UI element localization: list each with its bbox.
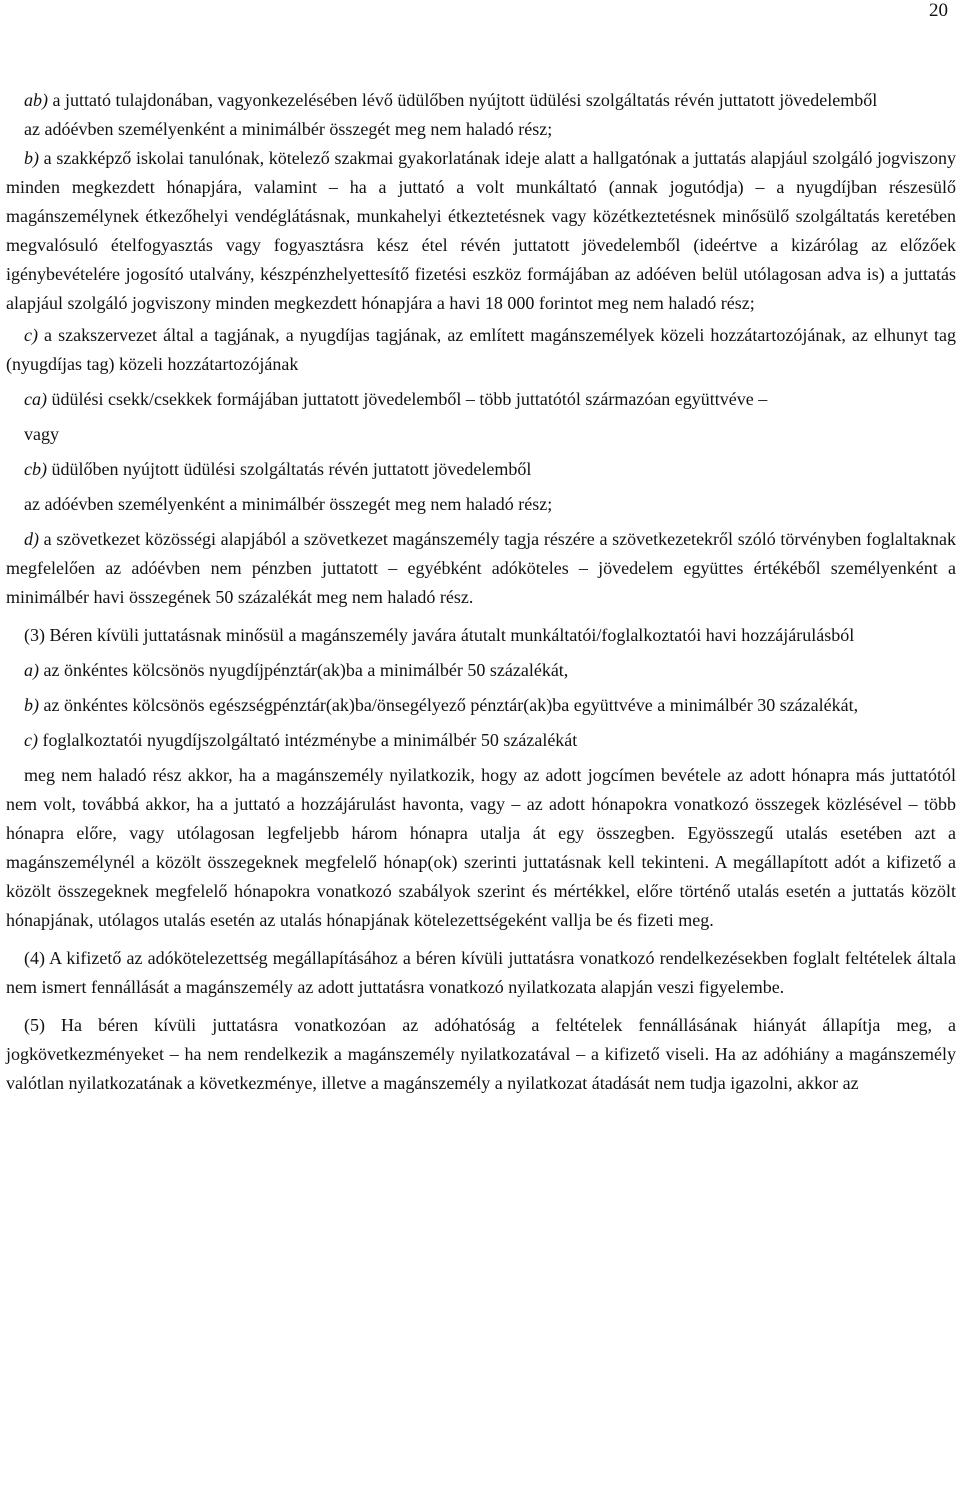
paragraph-text: (5) Ha béren kívüli juttatásra vonatkozóan az adóhatóság a feltételek fennállásának hiányát állapítja meg, a jogkövetkezményeket – ha nem rendelkezik a magánszemély nyilatkozatával – a kifizető viseli. Ha az adóhiány a magánszemély valótlan nyilatkozatának a következménye, illetve a magánszemély a nyilatkozat átadását nem tudja igazolni, akkor az <box>6 1015 956 1093</box>
item-label: a) <box>24 660 39 680</box>
item-label: cb) <box>24 459 47 479</box>
paragraph-3c <box>6 726 956 755</box>
item-label: d) <box>24 529 39 549</box>
document-body <box>6 86 956 1098</box>
paragraph-text: az adóévben személyenként a minimálbér összegét meg nem haladó rész; <box>24 494 553 514</box>
paragraph-text: foglalkoztatói nyugdíjszolgáltató intézménybe a minimálbér 50 százalékát <box>37 730 578 750</box>
item-label: c) <box>24 325 38 345</box>
paragraph-text: a juttató tulajdonában, vagyonkezelésében lévő üdülőben nyújtott üdülési szolgáltatás révén juttatott jövedelemből <box>48 90 878 110</box>
item-label: b) <box>24 695 39 715</box>
paragraph-text: vagy <box>24 424 59 444</box>
paragraph-text: a szövetkezet közösségi alapjából a szövetkezet magánszemély tagja részére a szövetkezetekről szóló törvényben foglaltaknak megfelelően az adóévben nem pénzben juttatott – egyébként adóköteles – jövedelem együttes értékéből személyenként a minimálbér havi összegének 50 százalékát meg nem haladó rész. <box>6 529 956 607</box>
paragraph-text: az adóévben személyenként a minimálbér összegét meg nem haladó rész; <box>24 119 553 139</box>
paragraph-3a <box>6 656 956 685</box>
paragraph-text: üdülőben nyújtott üdülési szolgáltatás révén juttatott jövedelemből <box>46 459 532 479</box>
paragraph-section-4 <box>6 944 956 1002</box>
paragraph-b <box>6 144 956 318</box>
paragraph-text: az önkéntes kölcsönös nyugdíjpénztár(ak)ba a minimálbér 50 százalékát, <box>39 660 569 680</box>
paragraph-text: az önkéntes kölcsönös egészségpénztár(ak)ba/önsegélyező pénztár(ak)ba együttvéve a minimálbér 30 százalékát, <box>39 695 859 715</box>
paragraph-closing-c <box>6 490 956 519</box>
paragraph-text: üdülési csekk/csekkek formájában juttatott jövedelemből – több juttatótól származóan együttvéve – <box>46 389 768 409</box>
page-number: 20 <box>929 0 948 21</box>
paragraph-section-3-closing <box>6 761 956 935</box>
paragraph-section-5 <box>6 1011 956 1098</box>
paragraph-3b <box>6 691 956 720</box>
paragraph-d <box>6 525 956 612</box>
item-label: b) <box>24 148 39 168</box>
paragraph-c <box>6 321 956 379</box>
paragraph-or <box>6 420 956 449</box>
paragraph-text: (3) Béren kívüli juttatásnak minősül a magánszemély javára átutalt munkáltatói/foglalkoztatói havi hozzájárulásból <box>24 625 855 645</box>
paragraph-ab <box>6 86 956 115</box>
paragraph-text: meg nem haladó rész akkor, ha a magánszemély nyilatkozik, hogy az adott jogcímen bevétele az adott hónapra más juttatótól nem volt, továbbá akkor, ha a juttató a hozzájárulást havonta, vagy – az adott hónapokra vonatkozó összegek közlésével – több hónapra előre, vagy utólagosan legfeljebb három hónapra utalja át egy összegben. Egyösszegű utalás esetében azt a magánszemélynél a közölt összegeknek megfelelő hónap(ok) szerinti juttatásnak kell tekinteni. A megállapított adót a kifizető a közölt összegeknek megfelelő hónapokra vonatkozó szabályok szerint és mértékkel, előre történő utalás esetén a juttatás közölt hónapjának, utólagos utalás esetén az utalás hónapjának kötelezettségeként vallja be és fizeti meg. <box>6 765 956 930</box>
paragraph-section-3 <box>6 621 956 650</box>
item-label: c) <box>24 730 38 750</box>
paragraph-ca <box>6 385 956 414</box>
paragraph-closing-a <box>6 115 956 144</box>
item-label: ab) <box>24 90 48 110</box>
paragraph-text: a szakképző iskolai tanulónak, kötelező szakmai gyakorlatának ideje alatt a hallgatónak a juttatás alapjául szolgáló jogviszony minden megkezdett hónapjára, valamint – ha a juttató a volt munkáltató (annak jogutódja) – a nyugdíjban részesülő magánszemélynek étkezőhelyi vendéglátásnak, munkahelyi étkeztetésnek vagy közétkeztetésnek minősülő szolgáltatás keretében megvalósuló ételfogyasztás vagy fogyasztásra kész étel révén juttatott jövedelemből (ideértve a kizárólag az előzőek igénybevételére jogosító utalvány, készpénzhelyettesítő fizetési eszköz formájában az adóéven belül utólagosan adva is) a juttatás alapjául szolgáló jogviszony minden megkezdett hónapjára a havi 18 000 forintot meg nem haladó rész; <box>6 148 956 313</box>
paragraph-cb <box>6 455 956 484</box>
item-label: ca) <box>24 389 47 409</box>
paragraph-text: a szakszervezet által a tagjának, a nyugdíjas tagjának, az említett magánszemélyek közeli hozzátartozójának, az elhunyt tag (nyugdíjas tag) közeli hozzátartozójának <box>6 325 956 374</box>
paragraph-text: (4) A kifizető az adókötelezettség megállapításához a béren kívüli juttatásra vonatkozó rendelkezésekben foglalt feltételek általa nem ismert fennállását a magánszemély az adott juttatásra vonatkozó nyilatkozata alapján veszi figyelembe. <box>6 948 956 997</box>
